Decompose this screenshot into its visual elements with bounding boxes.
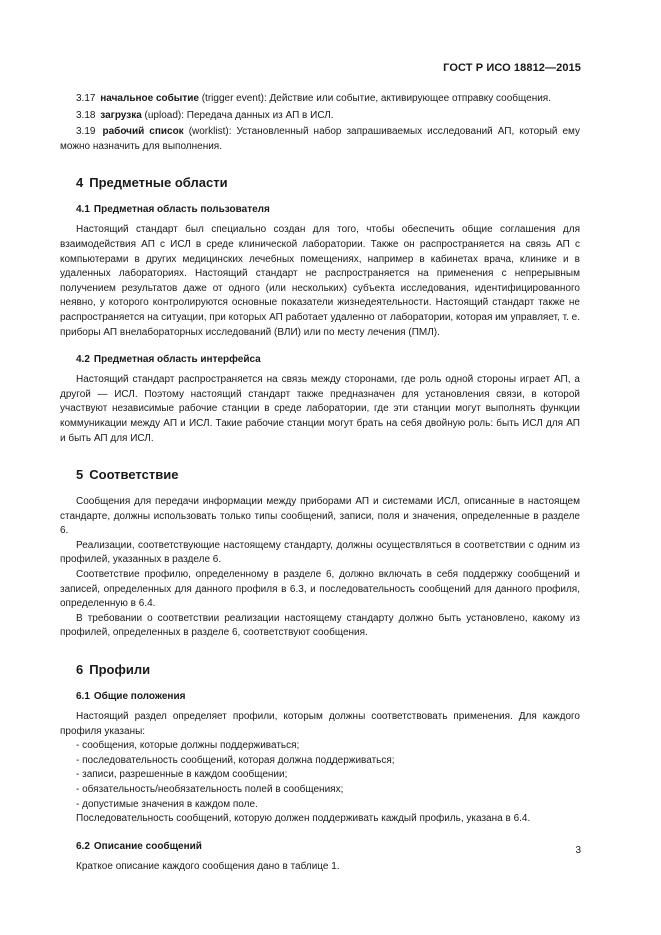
subsection-4-2-heading [76,353,580,367]
paragraph: Последовательность сообщений, которую должен поддерживать каждый профиль, указана в 6.4. [76,813,531,825]
list-item: - обязательность/необязательность полей в сообщениях; [76,784,344,795]
list-item: - последовательность сообщений, которая должна поддерживаться; [76,754,395,766]
document-code-header: ГОСТ Р ИСО 18812—2015 [443,62,581,74]
section-title: Профили [89,662,151,678]
definition-number: 3.19 [76,126,96,138]
section-number: 5 [76,467,84,483]
definition-term: рабочий список [102,126,184,138]
subsection-6-1-heading [76,690,580,704]
definition-3-19 [60,125,580,154]
section-4-heading [76,175,580,191]
page-number: 3 [575,845,581,856]
paragraph: Соответствие профилю, определенному в разделе 6, должно включать в себя поддержку сообщений и записей, определенных для данного профиля в 6.3, и последовательность сообщений для данного профиля, определенную в 6.4. [60,569,580,610]
definition-number: 3.18 [76,109,96,121]
subsection-6-2-heading [76,840,580,854]
subsection-number: 6.2 [76,840,90,852]
subsection-title: Описание сообщений [93,840,202,852]
subsection-number: 4.1 [76,204,90,216]
subsection-number: 4.2 [76,354,90,366]
subsection-title: Предметная область интерфейса [93,354,261,366]
paragraph: Реализации, соответствующие настоящему стандарту, должны осуществляться в соответствии с одним из профилей, указанных в разделе 6. [60,539,580,566]
page-body [60,92,580,874]
definition-term: начальное событие [100,93,199,104]
subsection-number: 6.1 [76,691,90,703]
section-number: 6 [76,662,84,678]
subsection-title: Предметная область пользователя [93,204,270,216]
section-6-heading [76,662,580,678]
subsection-title: Общие положения [93,691,186,703]
list-item: - допустимые значения в каждом поле. [76,798,258,810]
paragraph: Настоящий раздел определяет профили, которым должны соответствовать применения. Для каждого профиля указаны: [60,711,580,737]
section-title: Предметные области [89,175,228,191]
paragraph: Настоящий стандарт был специально создан для того, чтобы обеспечить общие соглашения для взаимодействия АП с ИСЛ в среде клинической лаборатории. Также он распространяется на связь АП с компьютерами в других медицинских лечебных помещениях, например в кабинетах врача, клинике и в удаленных лабораториях. Настоящий стандарт не распространяется на применения с непрерывным получением результатов даже от одного (или нескольких) субъекта исследования, идентифицированного неявно, у которого контролируются основные показатели жизнедеятельности. Настоящий стандарт также не распространяется на ситуации, при которых АП работает удаленно от лаборатории, которая им управляет, т. е. приборы АП внелабораторных исследований (ВЛИ) или по месту лечения (ПМЛ). [60,224,580,338]
paragraph: Настоящий стандарт распространяется на связь между сторонами, где роль одной стороны играет АП, а другой — ИСЛ. Поэтому настоящий стандарт также предназначен для установления связи, в которой участвуют независимые рабочие станции в среде лаборатории, где эти станции могут выполнять функции коммуникации между АП и ИСЛ. Такие рабочие станции могут брать на себя двойную роль: быть ИСЛ для АП и быть АП для ИСЛ. [60,374,580,444]
section-title: Соответствие [89,467,179,483]
definition-text: (worklist): Установленный набор запрашиваемых исследований АП, который ему можно назначить для выполнения. [60,126,581,152]
definition-text: (trigger event): Действие или событие, активирующее отправку сообщения. [198,93,551,104]
paragraph: В требовании о соответствии реализации настоящему стандарту должно быть установлено, какому из профилей, определенных в разделе 6, соответствуют сообщения. [60,612,580,639]
definition-3-18 [60,109,580,124]
definition-text: (upload): Передача данных из АП в ИСЛ. [141,109,334,121]
paragraph: Краткое описание каждого сообщения дано в таблице 1. [76,860,340,872]
paragraph: Сообщения для передачи информации между приборами АП и системами ИСЛ, описанные в настоящем стандарте, должны использовать только типы сообщений, записи, поля и значения, определенные в разделе 6. [60,496,580,537]
definition-number: 3.17 [76,93,96,104]
list-item: - сообщения, которые должны поддерживаться; [76,740,300,752]
section-5-heading [76,467,580,483]
definition-term: загрузка [100,109,142,121]
section-number: 4 [76,175,84,191]
list-item: - записи, разрешенные в каждом сообщении; [76,769,288,781]
definition-3-17 [60,92,580,107]
subsection-4-1-heading [76,203,580,217]
